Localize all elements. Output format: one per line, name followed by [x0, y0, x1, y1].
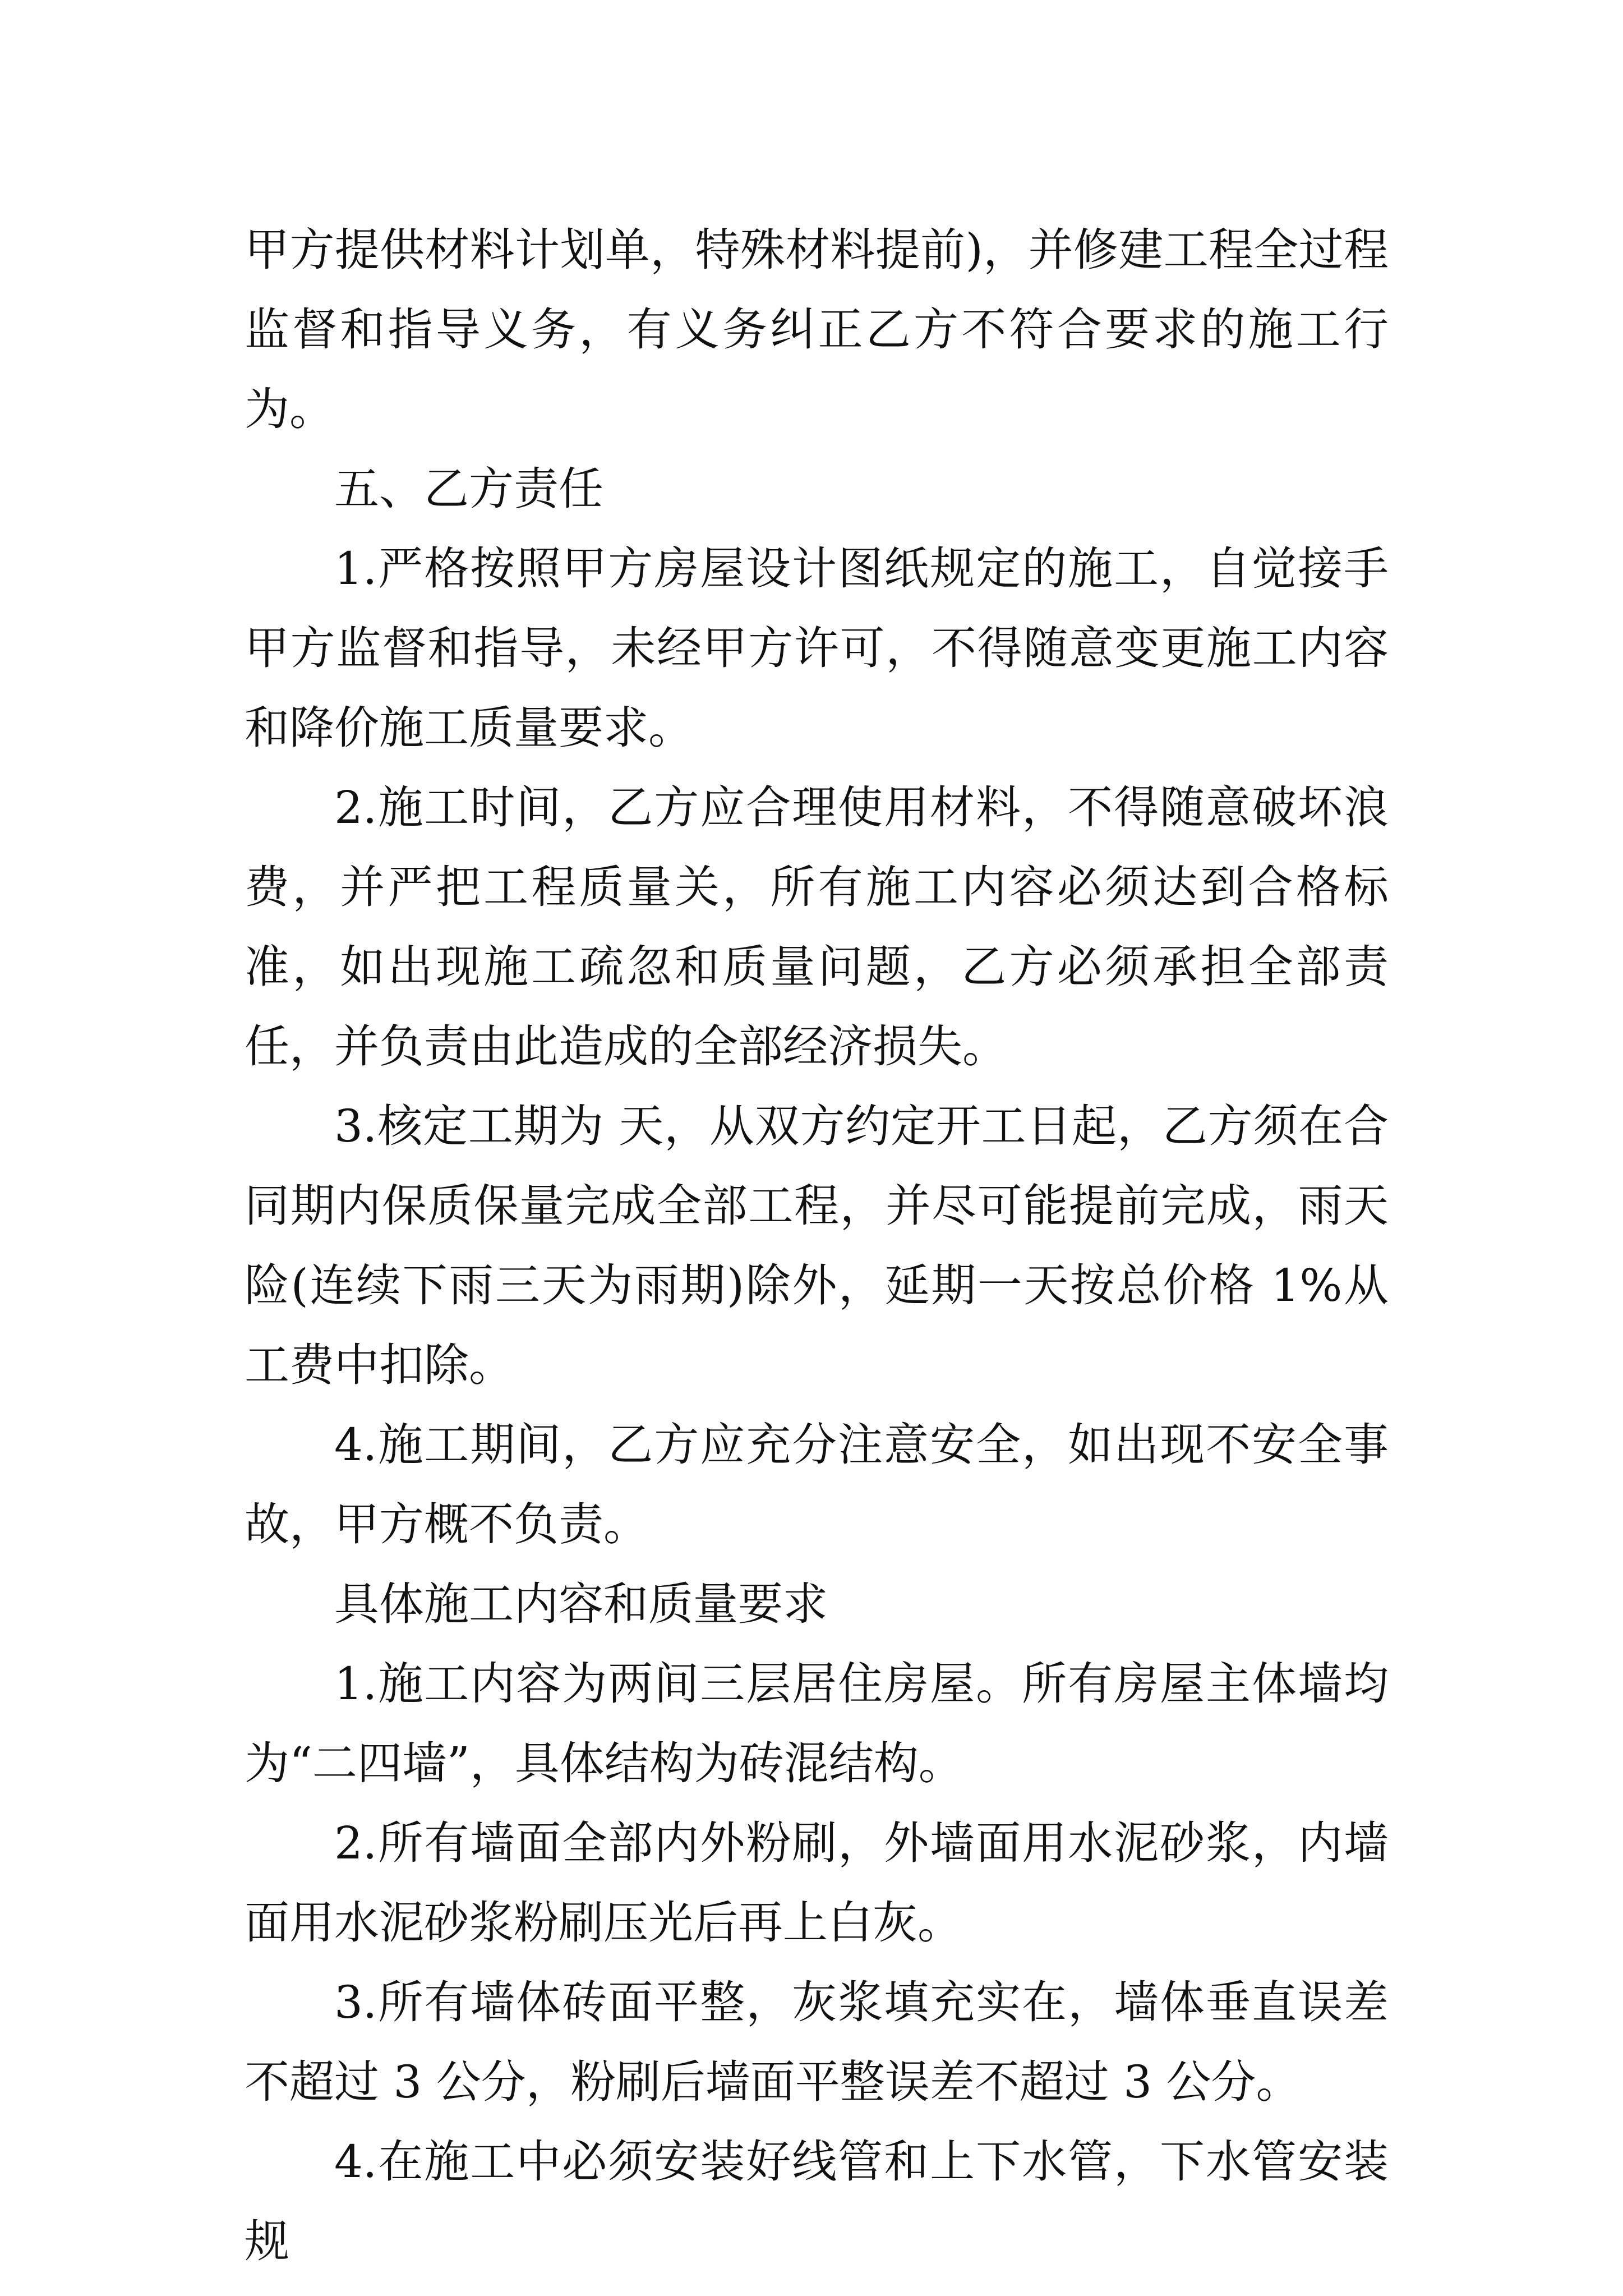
paragraph-item-3: 3.核定工期为 天，从双方约定开工日起，乙方须在合同期内保质保量完成全部工程，并尽可能提前完成，雨天险(连续下雨三天为雨期)除外，延期一天按总价格 1%从工费中扣除。 [245, 1100, 1389, 1391]
paragraph-item-2: 2.施工时间，乙方应合理使用材料，不得随意破坏浪费，并严把工程质量关，所有施工内容必须达到合格标准，如出现施工疏忽和质量问题，乙方必须承担全部责任，并负责由此造成的全部经济损失。 [245, 781, 1389, 1073]
section-heading-construction-requirements: 具体施工内容和质量要求 [334, 1578, 828, 1630]
paragraph-continuation: 甲方提供材料计划单，特殊材料提前)，并修建工程全过程监督和指导义务，有义务纠正乙方不符合要求的施工行为。 [245, 224, 1389, 435]
paragraph-item-4: 4.施工期间，乙方应充分注意安全，如出现不安全事故，甲方概不负责。 [245, 1419, 1389, 1550]
requirement-item-1: 1.施工内容为两间三层居住房屋。所有房屋主体墙均为“二四墙”，具体结构为砖混结构。 [245, 1658, 1389, 1789]
section-heading-party-b-responsibility: 五、乙方责任 [334, 463, 603, 515]
requirement-item-2: 2.所有墙面全部内外粉刷，外墙面用水泥砂浆，内墙面用水泥砂浆粉刷压光后再上白灰。 [245, 1817, 1389, 1949]
requirement-item-4: 4.在施工中必须安装好线管和上下水管，下水管安装规 [245, 2136, 1389, 2267]
document-body [245, 210, 1389, 2281]
requirement-item-3: 3.所有墙体砖面平整，灰浆填充实在，墙体垂直误差不超过 3 公分，粉刷后墙面平整误差不超过 3 公分。 [245, 1976, 1389, 2108]
paragraph-item-1: 1.严格按照甲方房屋设计图纸规定的施工，自觉接手甲方监督和指导，未经甲方许可，不得随意变更施工内容和降价施工质量要求。 [245, 542, 1389, 754]
